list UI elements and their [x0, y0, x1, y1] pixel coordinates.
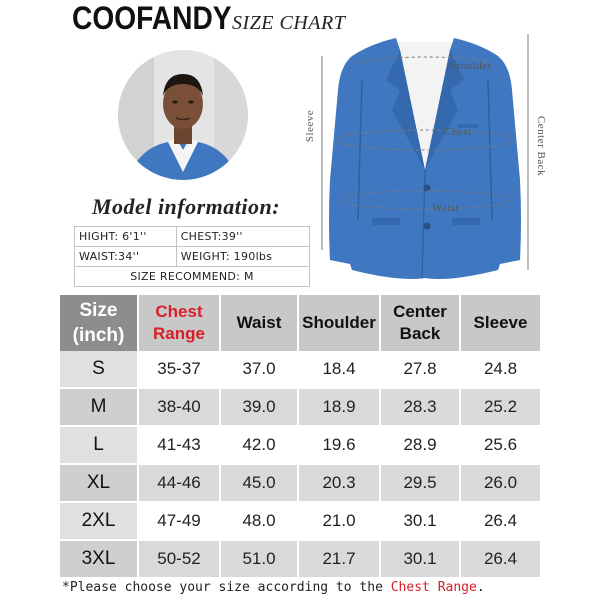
chest-range-cell: 41-43: [138, 426, 220, 464]
jacket-illustration: [300, 20, 550, 290]
model-height: HIGHT: 6'1'': [75, 227, 177, 247]
center-back-cell: 28.3: [380, 388, 460, 426]
chest-range-cell: 47-49: [138, 502, 220, 540]
shoulder-cell: 19.6: [298, 426, 380, 464]
model-information-title: Model information:: [92, 194, 281, 219]
model-photo: [118, 50, 248, 180]
table-row: [60, 388, 540, 426]
brand-logo: COOFANDY: [72, 0, 232, 36]
waist-header: [220, 295, 298, 351]
center-back-cell: 28.9: [380, 426, 460, 464]
note-prefix: *Please choose your size according to the: [62, 580, 391, 595]
waist-cell: 42.0: [220, 426, 298, 464]
shoulder-cell: 18.4: [298, 351, 380, 388]
size-chart-title: SIZE CHART: [232, 12, 346, 34]
chest-label: Chest: [444, 126, 472, 138]
chest-range-cell: 38-40: [138, 388, 220, 426]
model-size-recommend: SIZE RECOMMEND: M: [75, 267, 310, 287]
waist-cell: 37.0: [220, 351, 298, 388]
chest-range-header: [138, 295, 220, 351]
model-information-table: [74, 226, 310, 287]
model-waist: WAIST:34'': [75, 247, 177, 267]
size-cell: M: [60, 388, 138, 426]
shoulder-header: [298, 295, 380, 351]
sleeve-label: Sleeve: [304, 109, 316, 143]
center-back-header-line: Back: [399, 324, 441, 343]
chest-range-header-line: Chest: [155, 302, 203, 321]
size-cell: 3XL: [60, 540, 138, 577]
chest-range-header-line: Range: [153, 324, 205, 343]
center-back-cell: 30.1: [380, 540, 460, 577]
shoulder-cell: 21.0: [298, 502, 380, 540]
center-back-header-line: Center: [393, 302, 447, 321]
size-cell: XL: [60, 464, 138, 502]
center-back-label: Center Back: [535, 115, 547, 177]
table-row: [60, 464, 540, 502]
model-weight: WEIGHT: 190lbs: [176, 247, 309, 267]
center-back-cell: 27.8: [380, 351, 460, 388]
table-row: [60, 426, 540, 464]
sleeve-cell: 25.2: [460, 388, 540, 426]
chest-range-cell: 50-52: [138, 540, 220, 577]
size-header-line: (inch): [72, 325, 125, 346]
waist-cell: 39.0: [220, 388, 298, 426]
waist-label: Waist: [432, 202, 460, 214]
size-cell: L: [60, 426, 138, 464]
table-row: [60, 351, 540, 388]
size-cell: 2XL: [60, 502, 138, 540]
shoulder-header-line: Shoulder: [302, 313, 376, 332]
sleeve-cell: 26.0: [460, 464, 540, 502]
chest-range-cell: 35-37: [138, 351, 220, 388]
center-back-cell: 30.1: [380, 502, 460, 540]
note-suffix: .: [476, 580, 485, 595]
size-header-line: Size: [79, 300, 118, 321]
shoulder-label: Shoulder: [448, 60, 492, 72]
waist-cell: 48.0: [220, 502, 298, 540]
jacket-measurement-figure: [300, 20, 550, 290]
table-row: [60, 540, 540, 577]
size-note: [62, 580, 485, 595]
shoulder-cell: 21.7: [298, 540, 380, 577]
waist-cell: 45.0: [220, 464, 298, 502]
sleeve-cell: 26.4: [460, 502, 540, 540]
chest-range-cell: 44-46: [138, 464, 220, 502]
sleeve-cell: 25.6: [460, 426, 540, 464]
waist-header-line: Waist: [236, 313, 282, 332]
shoulder-cell: 20.3: [298, 464, 380, 502]
center-back-header: [380, 295, 460, 351]
table-row: [60, 502, 540, 540]
waist-cell: 51.0: [220, 540, 298, 577]
model-chest: CHEST:39'': [176, 227, 309, 247]
sleeve-cell: 24.8: [483, 359, 518, 378]
sleeve-header: [460, 295, 540, 351]
size-table: [60, 295, 540, 577]
model-portrait-image: [118, 50, 248, 180]
shoulder-cell: 18.9: [298, 388, 380, 426]
center-back-cell: 29.5: [380, 464, 460, 502]
size-header: [60, 295, 138, 351]
sleeve-header-line: Sleeve: [473, 313, 528, 332]
sleeve-cell: 26.4: [460, 540, 540, 577]
note-chest-range: Chest Range: [390, 580, 477, 595]
size-cell: S: [60, 351, 138, 388]
